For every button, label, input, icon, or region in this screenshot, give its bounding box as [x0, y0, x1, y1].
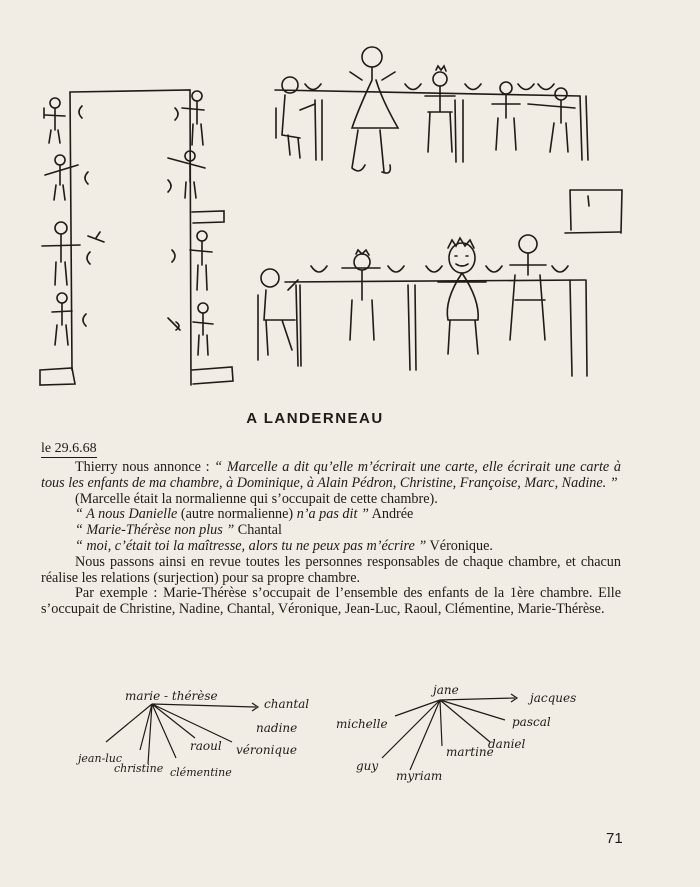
left-room-drawing	[40, 90, 233, 385]
body-text	[41, 460, 621, 618]
page-title: A LANDERNEAU	[246, 410, 384, 427]
bottom-room-drawing	[258, 235, 587, 376]
diagram-left-leaf-clementine: clémentine	[170, 766, 232, 779]
aside-normalienne: (autre normalienne)	[177, 506, 297, 523]
diagram-left-leaf-raoul: raoul	[190, 739, 222, 753]
diagram-left-leaf-chantal: chantal	[264, 697, 310, 711]
diagram-left-leaf-jeanluc: jean-luc	[78, 752, 123, 765]
name-chantal: Chantal	[234, 522, 282, 539]
diagram-right-leaf-daniel: daniel	[488, 737, 526, 751]
quote-chantal: “ Marie-Thérèse non plus ”	[75, 522, 235, 539]
paragraph-thierry	[41, 460, 621, 492]
name-veronique: Véronique.	[426, 537, 493, 554]
paragraph-review: Nous passons ainsi en revue toutes les personnes responsables de chaque chambre, et chacun réalise les relations (surjection) pour sa propre chambre.	[41, 553, 621, 586]
paragraph-example: Par exemple : Marie-Thérèse s’occupait de l’ensemble des enfants de la 1ère chambre. Elle s’occupait de Christine, Nadine, Chantal, Véronique, Jean-Luc, Raoul, Clémentine, Marie-Thérèse.	[41, 585, 621, 618]
small-box-drawing	[565, 190, 622, 233]
diagram-right-leaf-myriam: myriam	[396, 769, 443, 783]
quote-veronique: “ moi, c’était toi la maîtresse, alors tu ne peux pas m’écrire ”	[75, 537, 427, 554]
diagram-left-leaf-veronique: véronique	[236, 743, 297, 757]
quote-andree-a: “ A nous Danielle	[75, 506, 178, 523]
diagram-right-leaf-michelle: michelle	[336, 717, 388, 731]
name-andree: Andrée	[368, 506, 414, 523]
relation-diagrams	[0, 680, 700, 800]
diagram-right-leaf-jacques: jacques	[530, 691, 577, 705]
line-chantal	[41, 523, 621, 539]
children-drawing-illustration	[0, 0, 700, 400]
line-veronique	[41, 539, 621, 555]
quote-thierry: “ Marcelle a dit qu’elle m’écrirait une carte, elle écrirait une carte à tous les enfants de ma chambre, à Dominique, à Alain Pédron, Christine, Françoise, Marc, Nadine. ”	[41, 459, 621, 491]
note-marcelle: (Marcelle était la normalienne qui s’occupait de cette chambre).	[75, 490, 438, 507]
diagram-left-leaf-nadine: nadine	[256, 721, 298, 735]
intro-text: Thierry nous annonce :	[75, 459, 215, 475]
top-room-drawing	[275, 47, 588, 173]
diagram-left-leaf-christine: christine	[114, 762, 164, 775]
diagram-left-root: marie - thérèse	[125, 689, 218, 703]
diagram-marie-therese	[75, 689, 309, 779]
diagram-right-leaf-pascal: pascal	[512, 715, 551, 729]
entry-date: le 29.6.68	[41, 441, 97, 456]
quote-andree-b: n’a pas dit ”	[296, 506, 369, 523]
diagram-right-leaf-martine: martine	[446, 745, 494, 759]
diagram-right-leaf-guy: guy	[356, 759, 379, 773]
line-andree	[41, 507, 621, 523]
diagram-jane	[336, 683, 576, 783]
page-number: 71	[606, 830, 623, 847]
diagram-right-root: jane	[433, 683, 459, 697]
